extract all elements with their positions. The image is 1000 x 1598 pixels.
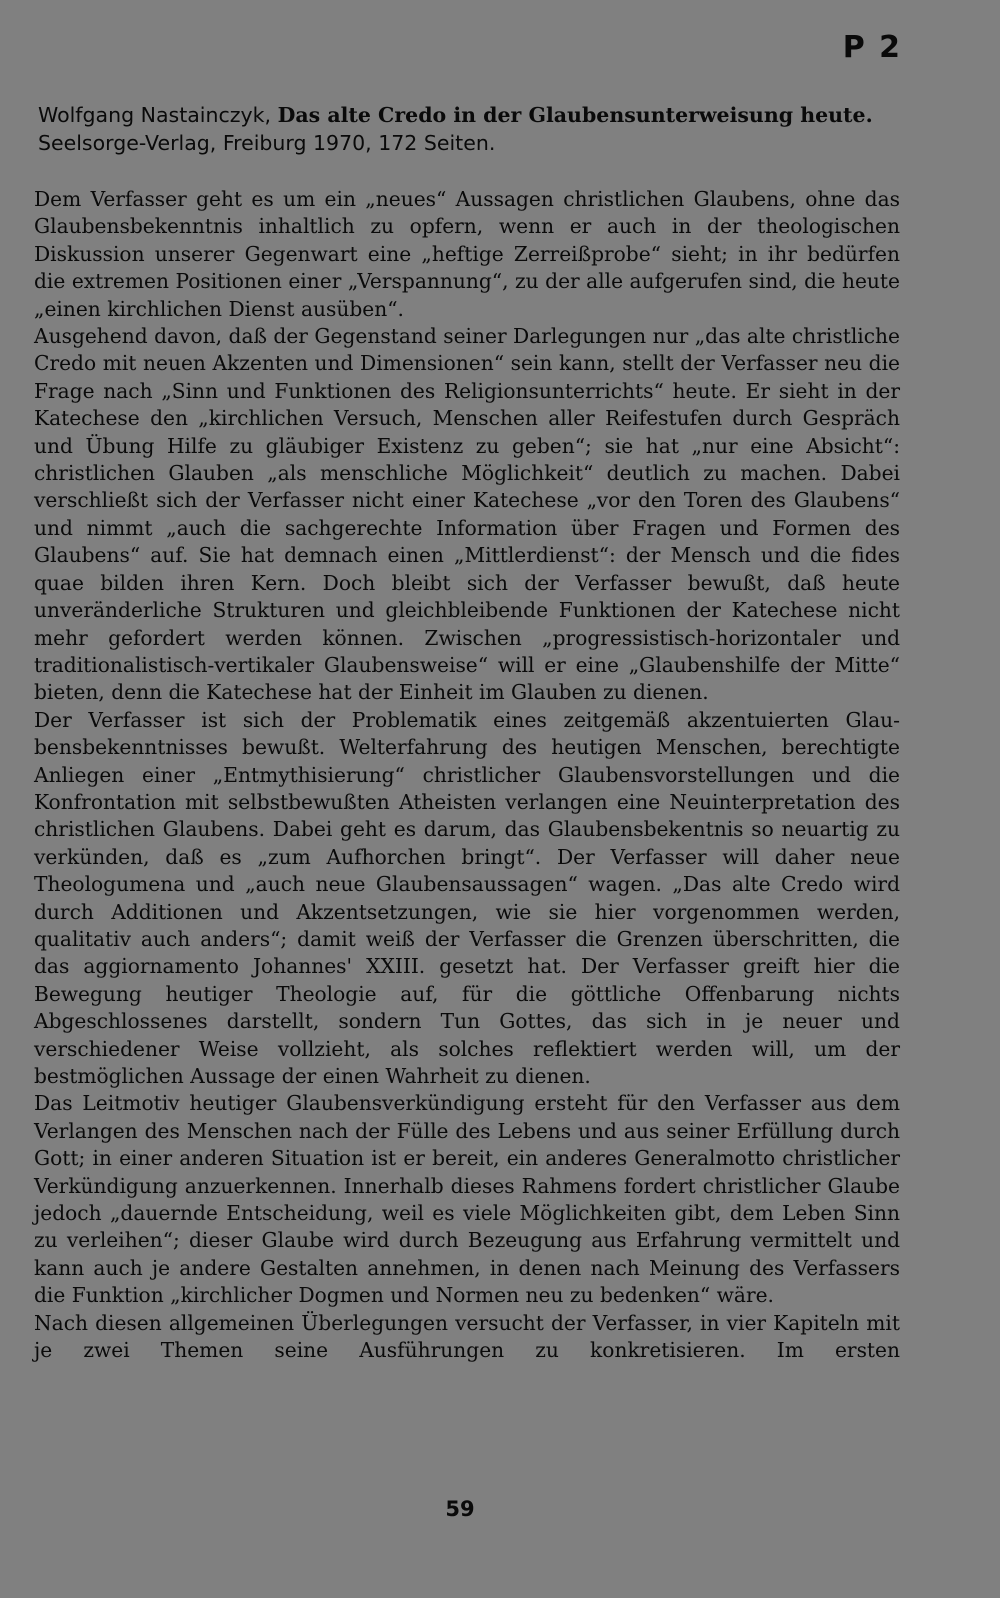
citation-author: Wolfgang Nastainczyk, bbox=[38, 103, 272, 127]
paragraph: Das Leitmotiv heutiger Glaubensverkündigung ersteht für den Verfasser aus dem Verlangen des Menschen nach der Fülle des Lebens und aus seiner Erfüllung durch Gott; in einer anderen Situation ist er bereit, ein anderes Generalmotto christlicher Verkündigung anzuerkennen. Innerhalb dieses Rahmens fordert christlicher Glaube jedoch „dauernde Entscheidung, weil es viele Möglichkeiten gibt, dem Leben Sinn zu verleihen“; dieser Glaube wird durch Bezeugung aus Erfahrung vermittelt und kann auch je andere Gestalten annehmen, in denen nach Meinung des Verfassers die Funktion „kirchlicher Dogmen und Normen neu zu bedenken“ wäre. bbox=[34, 1091, 900, 1308]
review-body bbox=[34, 186, 900, 1364]
citation-publisher: Seelsorge-Verlag, Freiburg 1970, 172 Seiten. bbox=[38, 131, 496, 155]
paragraph: Der Verfasser ist sich der Problematik eines zeitgemäß akzentuierten Glaubensbekenntnisses bewußt. Welterfahrung des heutigen Menschen, berechtigte Anliegen einer „Entmythisierung“ christlicher Glaubensvorstellungen und die Konfrontation mit selbstbewußten Atheisten verlangen eine Neuinterpretation des christlichen Glaubens. Dabei geht es darum, das Glaubensbekentnis so neuartig zu verkünden, daß es „zum Aufhorchen bringt“. Der Verfasser will daher neue Theologumena und „auch neue Glaubensaussagen“ wagen. „Das alte Credo wird durch Additionen und Akzentsetzungen, wie sie hier vorgenommen werden, qualitativ auch anders“; damit weiß der Verfasser die Grenzen überschritten, die das aggiornamento Johannes' XXIII. gesetzt hat. Der Verfasser greift hier die Bewegung heutiger Theologie auf, für die göttliche Offenbarung nichts Abgeschlossenes darstellt, sondern Tun Gottes, das sich in je neuer und verschiedener Weise vollzieht, als solches reflektiert werden will, um der bestmöglichen Aussage der einen Wahrheit zu dienen. bbox=[34, 707, 900, 1088]
paragraph: Dem Verfasser geht es um ein „neues“ Aussagen christlichen Glaubens, ohne das Glaubensbekenntnis inhaltlich zu opfern, wenn er auch in der theologischen Diskussion unserer Gegenwart eine „heftige Zerreißprobe“ sieht; in ihr bedürfen die extremen Positionen einer „Verspannung“, zu der alle aufgerufen sind, die heute „einen kirchlichen Dienst ausüben“. bbox=[34, 187, 900, 321]
paragraph: Ausgehend davon, daß der Gegenstand seiner Darlegungen nur „das alte christliche Credo mit neuen Akzenten und Dimensionen“ sein kann, stellt der Verfasser neu die Frage nach „Sinn und Funktionen des Religionsunterrichts“ heute. Er sieht in der Katechese den „kirchlichen Versuch, Menschen aller Reifestufen durch Gespräch und Übung Hilfe zu gläubiger Existenz zu geben“; sie hat „nur eine Absicht“: christlichen Glauben „als menschliche Möglichkeit“ deutlich zu machen. Dabei verschließt sich der Verfasser nicht einer Katechese „vor den Toren des Glaubens“ und nimmt „auch die sachgerechte Information über Fragen und Formen des Glaubens“ auf. Sie hat demnach einen „Mittlerdienst“: der Mensch und die fides quae bilden ihren Kern. Doch bleibt sich der Verfasser bewußt, daß heute unveränderliche Strukturen und gleichbleibende Funktionen der Katechese nicht mehr gefordert werden können. Zwischen „progressistisch-horizontaler und traditionalistisch-vertikaler Glaubensweise“ will er eine „Glaubenshilfe der Mitte“ bieten, denn die Katechese hat der Einheit im Glauben zu dienen. bbox=[34, 324, 900, 705]
citation bbox=[38, 101, 908, 157]
citation-title: Das alte Credo in der Glaubensunterweisung heute. bbox=[277, 103, 873, 127]
page-code: P 2 bbox=[842, 30, 902, 65]
paragraph: Nach diesen allgemeinen Überlegungen versucht der Verfasser, in vier Kapiteln mit je zwei Themen seine Ausführungen zu konkretisieren. Im ersten bbox=[34, 1310, 900, 1363]
page-number: 59 bbox=[445, 1497, 475, 1521]
